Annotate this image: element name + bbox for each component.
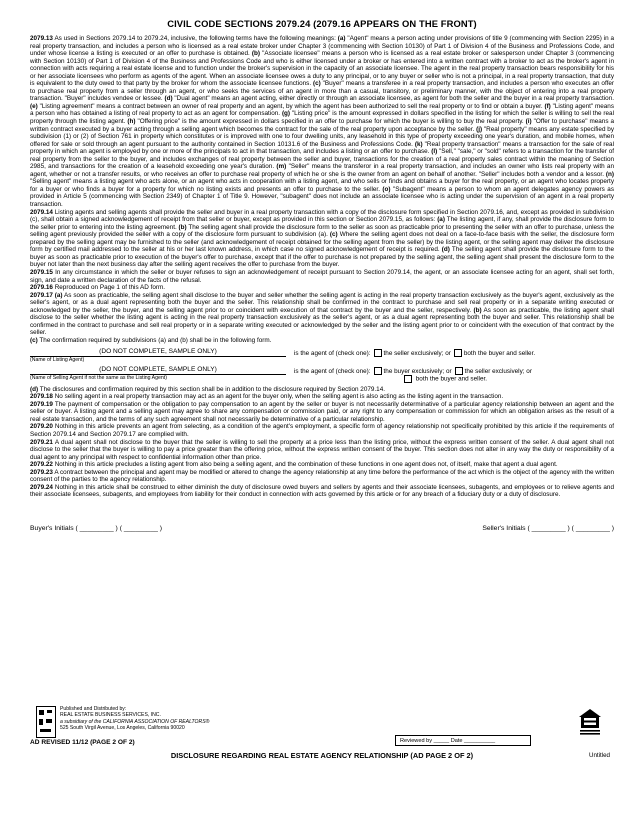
section-text: Nothing in this article prevents an agent from selecting, as a condition of the agent's employment, a specific form of agency relationship not specifically prohibited by this article if the requirements of Section 2079.14 and Section 2079.17 are complied with. [30,423,614,438]
listing-seller-exclusive-checkbox[interactable] [374,349,382,357]
section-2079-16 [30,284,614,292]
section-label: 2079.23 [30,468,53,476]
section-2079-19 [30,401,614,424]
section-label: (c) [30,336,38,344]
section-label: (n) [605,170,614,178]
section-label: (a) [337,35,346,42]
section-text: The payment of compensation or the obligation to pay compensation to an agent by the seller or buyer is not necessarily determinative of a particular agency relationship between an agent and the seller or buyer. A listing agent and a selling agent may agree to share any compensation or commission paid, or any right to any compensation or commission for which an obligation arises as the result of a real estate transaction, and the terms of any such agreement shall not necessarily be determinative of a particular relationship. [30,400,614,423]
seller-initials[interactable]: Seller's Initials ( _________ ) ( _________ ) [482,524,614,532]
section-text: Reproduced on Page 1 of this AD form. [52,284,166,292]
publisher-line-1: Published and Distributed by: [60,706,127,712]
selling-buyer-exclusive-checkbox[interactable] [374,367,382,375]
section-2079-23 [30,469,614,484]
section-text: The listing agent, if any, shall provide the disclosure form to the seller prior to entering into the listing agreement. [30,216,614,231]
selling-agent-row [30,365,614,375]
section-text: A contract between the principal and agent may be modified or altered to change the agency relationship at any time before the performance of the act which is the object of the agency with the written consent of the parties to the agency relationship. [30,468,614,484]
section-label: (b) [473,306,482,314]
section-2079-15 [30,269,614,284]
selling-agent-caption: (Name of Selling Agent if not the same as the Listing Agent) [30,375,167,382]
listing-both-checkbox[interactable] [454,349,462,357]
section-label: (o) [382,185,391,193]
selling-seller-exclusive-label: the seller exclusively; or [464,367,532,375]
section-text: The selling agent shall provide the disclosure form to the buyer as soon as practicable prior to execution of the buyer's offer to purchase, except that if the offer to purchase is not prepared by the selling agent, the selling agent shall present the disclosure form to the buyer not later than the next business day after the selling agent receives the offer to purchase from the buyer. [30,246,614,269]
section-label: 2079.20 [30,423,53,431]
document-body-continued [30,386,614,499]
section-label: 2079.24 [30,483,53,491]
page-title: CIVIL CODE SECTIONS 2079.24 (2079.16 APPEARS ON THE FRONT) [167,18,477,29]
listing-agent-row [30,347,614,357]
section-label: 2079.14 [30,208,53,216]
section-text: Nothing in this article shall be construed to either diminish the duty of disclosure owed buyers and sellers by agents and their associate licensees, subagents, and employees or to relieve agents and their associate licensees, subagents, and employees from liability for their conduct in connection with acts governed by this article or for any breach of a fiduciary duty or a duty of disclosure. [30,483,614,499]
publisher-line-4: 525 South Virgil Avenue, Los Angeles, California 90020 [60,725,185,732]
section-label: (f) [544,102,551,110]
section-text: As soon as practicable, the selling agent shall disclose to the buyer and seller whether the selling agent is acting in the real property transaction exclusively as the buyer's agent, exclusively as the seller's agent, or as a dual agent representing both the buyer and the seller. This relationship shall be confirmed in the contract to purchase and sell real property or in a separate writing executed or acknowledged by the seller, the buyer, and the selling agent prior to or coincident with execution of that contract by the buyer and the seller, respectively. [30,291,614,314]
document-page [30,18,614,532]
section-label: (k) [414,140,423,148]
selling-both-label: both the buyer and seller. [415,376,488,384]
selling-seller-exclusive-checkbox[interactable] [455,367,463,375]
section-label: (i) [525,118,532,126]
selling-agent-of-label: is the agent of (check one): [294,367,371,375]
section-text: "Buyer" means a transferee in a real property transaction, and includes a person who executes an offer to purchase real property from a seller through an agent, or who seeks the services of an agent in more than a casual, transitory, or preliminary manner, with the object of entering into a real property transaction. "Buyer" includes vendee or lessee. [30,80,614,103]
form-revision: AD REVISED 11/12 (PAGE 2 OF 2) [30,739,135,746]
section-2079-22 [30,461,614,469]
section-text: "Sell," "sale," or "sold" refers to a transaction for the transfer of real property from the seller to the buyer, and includes exchanges of real property between the seller and buyer, transactions for the creation of a real property sales contract within the meaning of Section 2985, and transactions for the creation of a leasehold exceeding one year's duration. [30,148,614,171]
section-label: (h) [127,118,136,126]
section-text: "Selling agent" means a listing agent who acts alone, or an agent who acts in cooperation with a listing agent, and who sells or finds and obtains a buyer for the real property, or an agent who locates property for a buyer or who finds a buyer for a property for which no listing exists and presents an offer to purchase to the seller. [30,178,614,193]
section-2079-13 [30,35,614,209]
publisher-logo-icon [36,706,56,738]
listing-agent-field[interactable]: (DO NOT COMPLETE, SAMPLE ONLY) [30,348,286,357]
listing-agent-of-label: is the agent of (check one): [294,349,371,357]
publisher-line-3: a subsidiary of the CALIFORNIA ASSOCIATION OF REALTORS® [60,718,210,725]
section-label: 2079.13 [30,35,53,42]
section-text: Nothing in this article precludes a listing agent from also being a selling agent, and the combination of these functions in one agent does not, of itself, make that agent a dual agent. [52,461,558,469]
section-label: 2079.18 [30,393,53,401]
section-text: "Real property" means any estate specified by subdivision (1) or (2) of Section 761 in property which constitutes or is improved with one to four dwelling units, any leasehold in this type of property exceeding one year's duration, and mobile homes, when offered for sale or sold through an agent pursuant to the authority contained in Section 10131.6 of the Business and Professions Code. [30,125,614,148]
listing-both-label: both the buyer and seller. [463,349,536,357]
section-label: (e) [30,102,38,110]
section-label: 2079.15 [30,268,53,276]
listing-seller-exclusive-label: the seller exclusively; or [383,349,451,357]
section-text: "Dual agent" means an agent acting, either directly or through an associate licensee, as agent for both the seller and the buyer in a real property transaction. [172,95,614,103]
listing-agent-caption: (Name of Listing Agent) [30,357,85,364]
section-label: (d) [441,246,450,254]
section-2079-17-d [30,386,614,394]
section-text: "Offer to purchase" means a written contract executed by a buyer acting through a selling agent which becomes the contract for the sale of the real property upon acceptance by the seller. [30,118,615,133]
section-text: The confirmation required by subdivisions (a) and (b) shall be in the following form. [37,336,272,344]
section-text: "Listing agreement" means a contract between an owner of real property and an agent, by which the agent has been authorized to sell the real property or to find or obtain a buyer. [37,102,545,110]
section-text: Where the selling agent does not deal on a face-to-face basis with the seller, the disclosure form prepared by the selling agent may be furnished to the seller (and acknowledgement of receipt obtained for the selling agent from the seller) by the listing agent, or the selling agent may deliver the disclosure form by certified mail addressed to the seller at his or her last known address, in which case no signed acknowledgement of receipt is required. [30,231,614,254]
section-2079-24 [30,484,614,499]
section-text: "Real property transaction" means a transaction for the sale of real property in which an agent is employed by one or more of the principals to act in that transaction, and includes a listing or an offer to purchase. [30,140,614,156]
section-text: "Associate licensee" means a person who is licensed as a real estate broker or salesperson under Chapter 3 (commencing with Section 10130) of Part 1 of Division 4 of the Business and Professions Code and who is either licensed under a broker or has entered into a written contract with a broker to act as the broker's agent in connection with acts requiring a real estate license and to function under the broker's supervision in the capacity of an associate licensee. The agent in the real property transaction bears responsibility for his or her associate licensees who perform as agents of the agent. When an associate licensee owes a duty to any principal, or to any buyer or seller who is not a principal, in a real property transaction, that duty is equivalent to the duty owed to that party by the broker for whom the associate licensee functions. [30,50,615,88]
section-text: "Agent" means a person acting under provisions of title 9 (commencing with Section 2295) in a real property transaction, and includes a person who is licensed as a real estate broker under Chapter 3 (commencing with Section 10130) of Part 1 of Division 4 of the Business and Professions Code, and under whose license a listing is executed or an offer to purchase is obtained. [30,35,614,58]
section-text: In any circumstance in which the seller or buyer refuses to sign an acknowledgement of receipt pursuant to Section 2079.14, the agent, or an associate licensee acting for an agent, shall set forth, sign, and date a written declaration of the facts of the refusal. [30,268,614,284]
section-text: The disclosures and confirmation required by this section shall be in addition to the disclosure required by Section 2079.14. [38,385,385,393]
section-2079-20 [30,423,614,438]
section-text: As used in Sections 2079.14 to 2079.24, inclusive, the following terms have the following meanings: [52,35,338,42]
section-label: (l) [431,148,438,156]
initials-row [30,525,614,532]
section-label: (j) [476,125,483,133]
section-text: As soon as practicable, the listing agent shall disclose to the seller whether the listing agent is acting in the real property transaction exclusively as the seller's agent, or as a dual agent representing both the buyer and seller. This relationship shall be confirmed in the contract to purchase and sell real property or in a separate writing executed or acknowledged by the seller and the listing agent prior to or coincident with the execution of that contract by the seller. [30,306,615,337]
section-text: "Listing price" is the amount expressed in dollars specified in the listing for which the seller is willing to sell the real property through the listing agent. [30,110,614,126]
section-label: 2079.19 [30,400,53,408]
equal-housing-opportunity-icon [578,708,602,736]
section-text: A dual agent shall not disclose to the buyer that the seller is willing to sell the property at a price less than the listing price, without the express written consent of the seller. A dual agent shall not disclose to the seller that the buyer is willing to pay a price greater than the offering price, without the express written consent of the buyer. This section does not alter in any way the duty or responsibility of a dual agent to any principal with respect to confidential information other than price. [30,438,614,461]
section-label: (b) [251,50,261,58]
section-label: 2079.22 [30,461,53,469]
selling-agent-field[interactable]: (DO NOT COMPLETE, SAMPLE ONLY) [30,366,286,375]
section-label: (g) [281,110,291,118]
section-label: (b) [178,223,187,231]
section-text: Listing agents and selling agents shall provide the seller and buyer in a real property transaction with a copy of the disclosure form specified in Section 2079.16, and, except as provided in subdivision (c), shall obtain a signed acknowledgement of receipt from that seller or buyer, except as provided in this section or Section 2079.15, as follows: [30,208,614,224]
section-label: (d) [30,385,39,393]
section-2079-21 [30,439,614,462]
publisher-line-2: REAL ESTATE BUSINESS SERVICES, INC. [60,712,161,719]
section-label: 2079.16 [30,284,53,292]
untitled-label: Untitled [589,752,610,759]
buyer-initials[interactable]: Buyer's Initials ( _________ ) ( _________ ) [30,524,163,532]
publisher-info [60,706,209,732]
selling-buyer-exclusive-label: the buyer exclusively; or [383,367,452,375]
section-text: "Offering price" is the amount expressed in dollars specified in an offer to purchase for which the buyer is willing to buy the real property. [135,118,526,126]
section-2079-17 [30,292,614,337]
section-text: "Subagent" means a person to whom an agent delegates agency powers as provided in Article 5 (commencing with Section 2349) of Chapter 1 of Title 9. However, "subagent" does not include an associate licensee who is acting under the supervision of an agent in a real property transaction. [30,185,614,209]
section-text: The selling agent shall provide the disclosure form to the seller as soon as practicable prior to presenting the seller with an offer to purchase, unless the selling agent previously provided the seller with a copy of the disclosure form pursuant to subdivision (a). [30,223,614,239]
section-label: (c) [329,231,338,239]
page-footer [30,706,614,816]
section-label: (c) [313,80,321,88]
confirmation-form [30,347,614,383]
reviewed-by-box[interactable]: Reviewed by _____ Date __________ [395,735,531,746]
section-2079-14 [30,209,614,269]
document-body [30,35,614,344]
section-text: "Seller" means the transferor in a real property transaction, and includes an owner who lists real property with an agent, whether or not a transfer results, or who receives an offer to purchase real property of which he or she is the owner from an agent on behalf of another. "Seller" includes both a vendor and a lessor. [30,163,614,178]
section-label: (m) [276,163,287,171]
section-label: 2079.21 [30,438,53,446]
section-text: No selling agent in a real property transaction may act as an agent for the buyer only, when the selling agent is also acting as the listing agent in the transaction. [52,393,504,401]
section-label: 2079.17 (a) [30,291,63,299]
section-2079-17-c [30,337,614,345]
section-label: (a) [437,216,445,224]
section-2079-18 [30,393,614,401]
disclosure-footer-title: DISCLOSURE REGARDING REAL ESTATE AGENCY RELATIONSHIP (AD PAGE 2 OF 2) [170,751,474,760]
selling-both-checkbox[interactable] [404,375,412,383]
section-text: "Listing agent" means a person who has obtained a listing of real property to act as an agent for compensation. [30,102,614,118]
section-label: (d) [164,95,173,103]
